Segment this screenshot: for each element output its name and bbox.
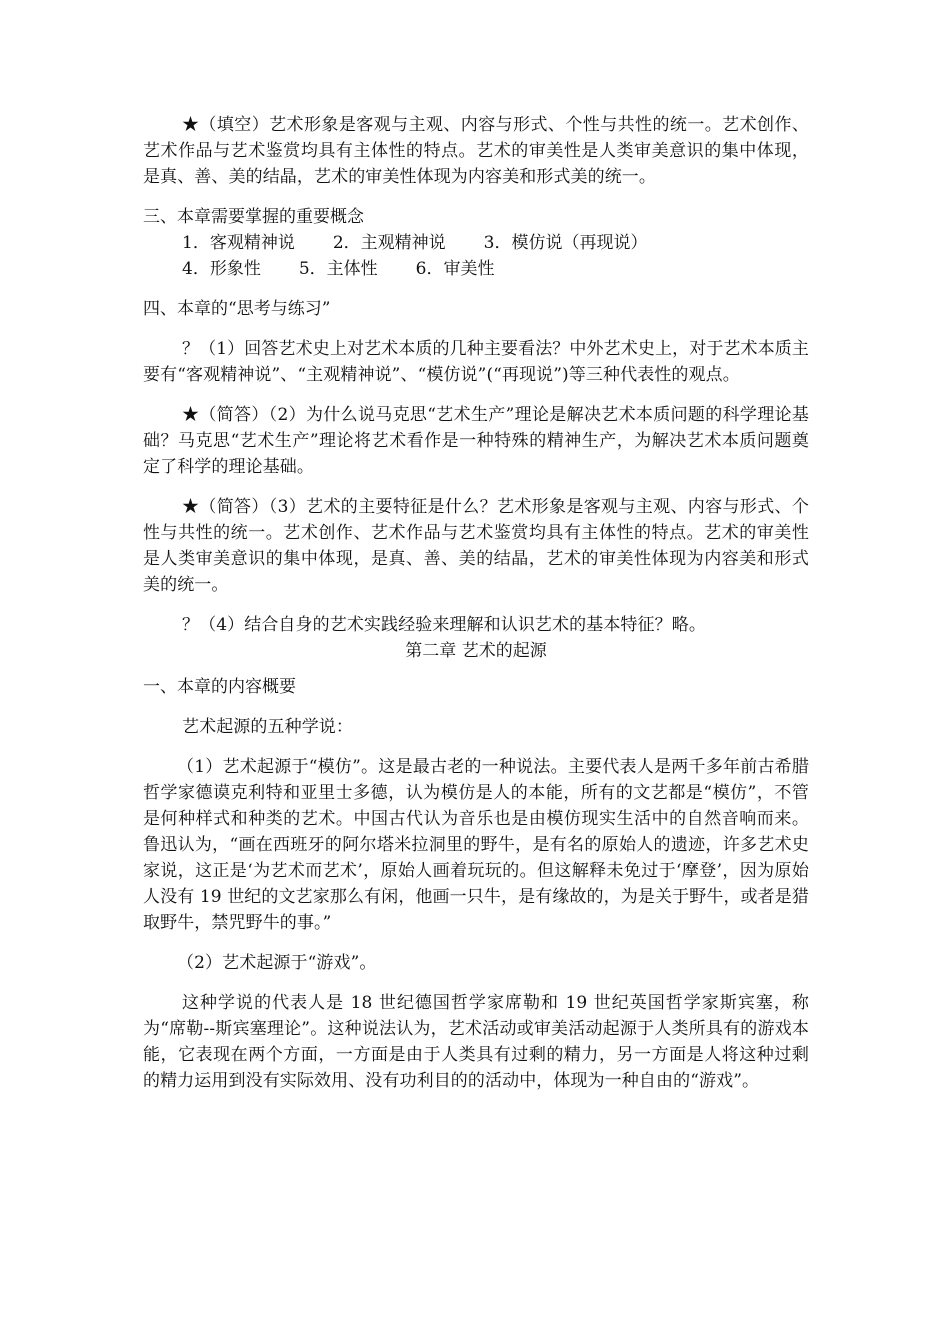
chapter-title: 第二章 艺术的起源 bbox=[405, 641, 547, 661]
concept-item: 2．主观精神说 bbox=[332, 233, 446, 253]
theory-play-body: 这种学说的代表人是 18 世纪德国哲学家席勒和 19 世纪英国哲学家斯宾塞，称为“席勒--斯宾塞理论”。这种说法认为，艺术活动或审美活动起源于人类所具有的游戏本能，它表现在两个方面，一方面是由于人类具有过剩的精力，另一方面是人将这种过剩的精力运用到没有实际效用、没有功利目的的活动中，体现为一种自由的“游戏”。 bbox=[143, 993, 809, 1091]
concept-item: 4．形象性 bbox=[182, 259, 261, 279]
concept-list-row-1 bbox=[143, 230, 809, 256]
section-heading-summary: 一、本章的内容概要 bbox=[143, 677, 296, 697]
concept-list-row-2 bbox=[143, 256, 809, 282]
theory-imitation: （1）艺术起源于“模仿”。这是最古老的一种说法。主要代表人是两千多年前古希腊哲学家德谟克利特和亚里士多德，认为模仿是人的本能，所有的文艺都是“模仿”，不管是何种样式和种类的艺术。中国古代认为音乐也是由模仿现实生活中的自然音响而来。鲁迅认为，“画在西班牙的阿尔塔米拉洞里的野牛，是有名的原始人的遗迹，许多艺术史家说，这正是‘为艺术而艺术’，原始人画着玩玩的。但这解释未免过于‘摩登’，因为原始人没有 19 世纪的文艺家那么有闲，他画一只牛，是有缘故的，为是关于野牛，或者是猎取野牛，禁咒野牛的事。” bbox=[143, 757, 809, 933]
section-heading-concepts: 三、本章需要掌握的重要概念 bbox=[143, 207, 364, 227]
question-1: ？（1）回答艺术史上对艺术本质的几种主要看法？中外艺术史上，对于艺术本质主要有“客观精神说”、“主观精神说”、“模仿说”(“再现说”)等三种代表性的观点。 bbox=[143, 339, 809, 385]
five-theories-intro: 艺术起源的五种学说： bbox=[182, 717, 353, 737]
question-3: ★（简答）（3）艺术的主要特征是什么？艺术形象是客观与主观、内容与形式、个性与共性的统一。艺术创作、艺术作品与艺术鉴赏均具有主体性的特点。艺术的审美性是人类审美意识的集中体现，是真、善、美的结晶，艺术的审美性体现为内容美和形式美的统一。 bbox=[143, 497, 809, 595]
concept-item: 3．模仿说（再现说） bbox=[483, 233, 648, 253]
concept-item: 6．审美性 bbox=[415, 259, 495, 279]
section-heading-exercises: 四、本章的“思考与练习” bbox=[143, 299, 331, 319]
document-page bbox=[143, 112, 809, 1094]
concept-item: 5．主体性 bbox=[298, 259, 378, 279]
theory-play-heading: （2）艺术起源于“游戏”。 bbox=[177, 953, 377, 973]
concept-item: 1．客观精神说 bbox=[182, 233, 295, 253]
question-2: ★（简答）（2）为什么说马克思“艺术生产”理论是解决艺术本质问题的科学理论基础？马克思“艺术生产”理论将艺术看作是一种特殊的精神生产，为解决艺术本质问题奠定了科学的理论基础。 bbox=[143, 405, 809, 477]
paragraph-fill-in: ★（填空）艺术形象是客观与主观、内容与形式、个性与共性的统一。艺术创作、艺术作品与艺术鉴赏均具有主体性的特点。艺术的审美性是人类审美意识的集中体现，是真、善、美的结晶，艺术的审美性体现为内容美和形式美的统一。 bbox=[143, 115, 809, 187]
question-4: ？（4）结合自身的艺术实践经验来理解和认识艺术的基本特征？略。 bbox=[182, 615, 706, 635]
